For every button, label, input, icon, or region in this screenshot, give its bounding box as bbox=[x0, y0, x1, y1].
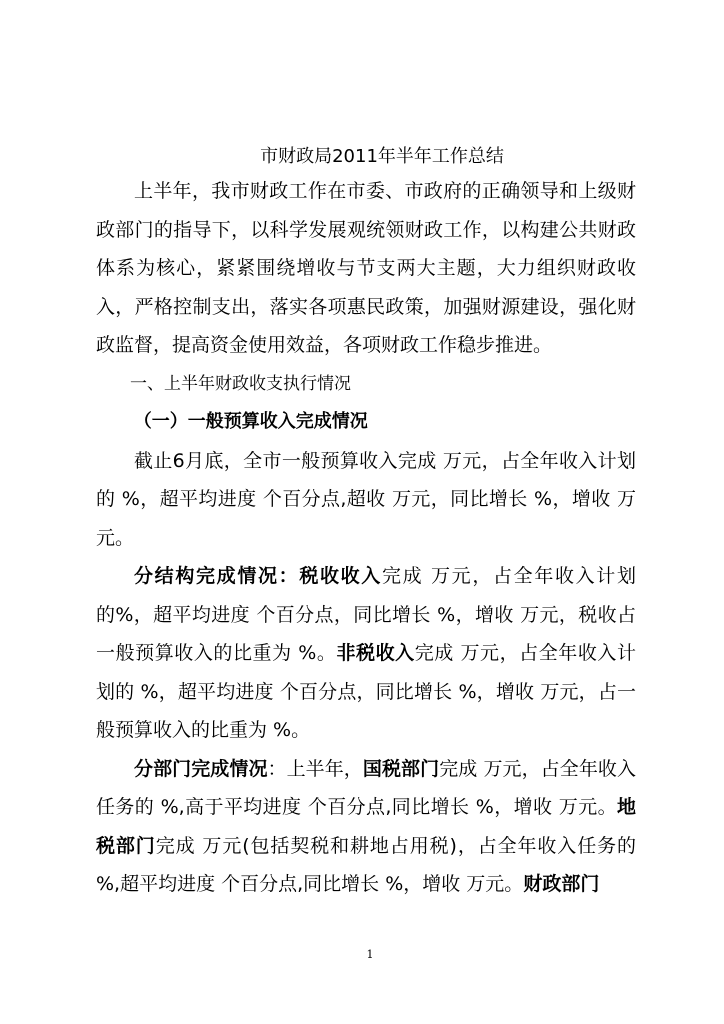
nontax-revenue-label: 非税收入 bbox=[336, 642, 415, 664]
page-number: 1 bbox=[366, 948, 374, 961]
structure-paragraph bbox=[96, 557, 636, 750]
finance-department-label: 财政部门 bbox=[523, 873, 600, 895]
local-tax-text: 完成 万元(包括契税和耕地占用税)，占全年收入任务的 %,超平均进度 个百分点,同比增长 %，增收 万元。 bbox=[96, 834, 636, 895]
national-tax-label: 国税部门 bbox=[362, 757, 440, 780]
department-paragraph bbox=[96, 750, 636, 904]
section-heading-1: 一、上半年财政收支执行情况 bbox=[130, 373, 351, 394]
local-tax-label: 地税部门 bbox=[96, 796, 636, 857]
national-tax-text: 完成 万元，占全年收入任务的 %,高于平均进度 个百分点,同比增长 %，增收 万元。 bbox=[96, 757, 636, 818]
tax-revenue-label: 税收收入 bbox=[299, 565, 382, 587]
document-title: 市财政局2011年半年工作总结 bbox=[260, 146, 504, 167]
section-heading-1-1: （一）一般预算收入完成情况 bbox=[133, 411, 368, 432]
department-lead: ：上半年， bbox=[267, 757, 363, 780]
structure-label: 分结构完成情况： bbox=[134, 565, 300, 587]
overall-revenue-paragraph: 截止6月底，全市一般预算收入完成 万元，占全年收入计划的 %，超平均进度 个百分点,超收 万元，同比增长 %，增收 万元。 bbox=[96, 449, 636, 549]
department-label: 分部门完成情况 bbox=[134, 757, 268, 780]
document-body bbox=[96, 172, 636, 904]
intro-paragraph: 上半年，我市财政工作在市委、市政府的正确领导和上级财政部门的指导下，以科学发展观统领财政工作，以构建公共财政体系为核心，紧紧围绕增收与节支两大主题，大力组织财政收入，严格控制支出，落实各项惠民政策，加强财源建设，强化财政监督，提高资金使用效益，各项财政工作稳步推进。 bbox=[96, 180, 636, 356]
tax-revenue-text: 完成 万元，占全年收入计划的%，超平均进度 个百分点，同比增长 %，增收 万元，税收占一般预算收入的比重为 %。 bbox=[96, 565, 636, 664]
nontax-revenue-text: 完成 万元，占全年收入计划的 %，超平均进度 个百分点，同比增长 %，增收 万元，占一般预算收入的比重为 %。 bbox=[96, 642, 636, 741]
